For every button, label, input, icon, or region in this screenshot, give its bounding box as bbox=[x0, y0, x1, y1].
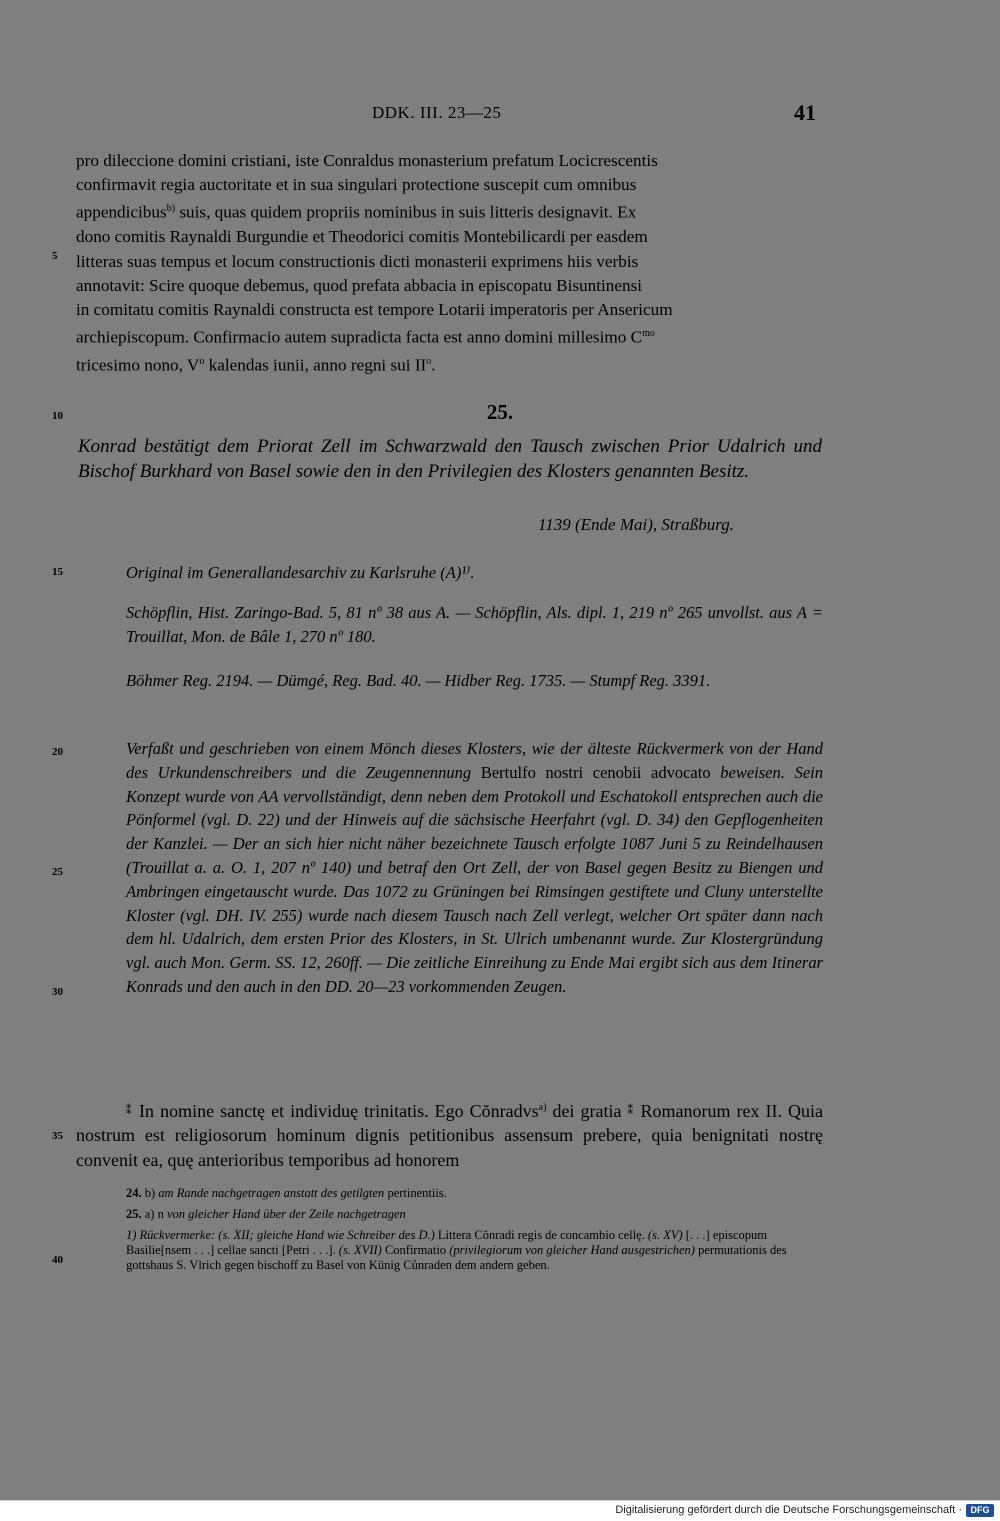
editions-note: Schöpflin, Hist. Zaringo-Bad. 5, 81 nº 38 aus A. — Schöpflin, Als. dipl. 1, 219 nº 265 unvollst. aus A = Trouillat, Mon. de Bâle 1, 270 nº 180. bbox=[126, 603, 823, 646]
line-number: 30 bbox=[52, 986, 63, 998]
line-number: 5 bbox=[52, 250, 58, 262]
footnote: 24. b) am Rande nachgetragen anstatt des getilgten pertinentiis. bbox=[126, 1186, 447, 1200]
line-number: 35 bbox=[52, 1130, 63, 1142]
dateline: 1139 (Ende Mai), Straßburg. bbox=[538, 515, 734, 534]
page-number: 41 bbox=[794, 100, 816, 125]
line-number: 40 bbox=[52, 1254, 63, 1266]
regest: Konrad bestätigt dem Priorat Zell im Schwarzwald den Tausch zwischen Prior Udalrich und Bischof Burkhard von Basel sowie den in den Privilegien des Klosters genannten Besitz. bbox=[78, 436, 822, 482]
viewer-footer bbox=[0, 1500, 1000, 1521]
running-head: DDK. III. 23—25 bbox=[372, 103, 502, 122]
footnote: 25. a) n von gleicher Hand über der Zeile nachgetragen bbox=[126, 1207, 406, 1221]
line-number: 25 bbox=[52, 866, 63, 878]
regesta-note: Böhmer Reg. 2194. — Dümgé, Reg. Bad. 40. — Hidber Reg. 1735. — Stumpf Reg. 3391. bbox=[126, 671, 711, 690]
invocation-sign: ⁑ bbox=[126, 1105, 134, 1117]
footnote: 1) Rückvermerke: (s. XII; gleiche Hand wie Schreiber des D.) Littera Cŏnradi regis de concambio cellę. (s. XV) [. . .] episcopum Basilie[nsem . . .] cellae sancti [Petri . . .]. (s. XVII) Confirmatio (privilegiorum von gleicher Hand ausgestrichen) permutationis des gottshaus S. Vlrich gegen bischoff zu Basel von Künig Cůnraden dem andern geben. bbox=[126, 1228, 787, 1272]
document-number: 25. bbox=[486, 400, 514, 424]
invocation-sign: ⁑ bbox=[627, 1105, 635, 1117]
line-number: 15 bbox=[52, 566, 63, 578]
text-line: dono comitis Raynaldi Burgundie et Theodorici comitis Montebilicardi per easdem bbox=[76, 227, 648, 247]
text-line: in comitatu comitis Raynaldi constructa est tempore Lotarii imperatoris per Ansericum bbox=[76, 299, 673, 319]
text-line: annotavit: Scire quoque debemus, quod prefata abbacia in episcopatu Bisuntinensi bbox=[76, 275, 643, 295]
text-line: archiepiscopum. Confirmacio autem supradicta facta est anno domini millesimo $C^{mo}$ bbox=[76, 327, 655, 347]
text-line: tricesimo nono, $V^o$ kalendas iunii, anno regni sui $II^o$. bbox=[76, 355, 436, 375]
text-line: litteras suas tempus et locum constructionis dicti monasterii exprimens hiis verbis bbox=[76, 251, 639, 271]
text-line: appendicibus$^{b)}$ suis, quas quidem propriis nominibus in suis litteris designavit. Ex bbox=[76, 203, 637, 223]
footnotes bbox=[126, 1186, 823, 1279]
line-number: 10 bbox=[52, 410, 63, 422]
dfg-logo-icon[interactable]: DFG bbox=[966, 1504, 994, 1517]
text-line: pro dileccione domini cristiani, iste Conraldus monasterium prefatum Locicrescentis bbox=[76, 151, 658, 170]
commentary: Verfaßt und geschrieben von einem Mönch dieses Klosters, wie der älteste Rückvermerk von der Hand des Urkundenschreibers und die Zeugennennung Bertulfo nostri cenobii advocato beweisen. Sein Konzept wurde von AA vervollständigt, denn neben dem Protokoll und Eschatokoll entsprechen auch die Pönformel (vgl. D. 22) und der Hinweis auf die sächsische Heerfahrt (vgl. D. 34) den Gepflogenheiten der Kanzlei. — Der an sich hier nicht näher bezeichnete Tausch erfolgte 1087 Juni 5 zu Reindelhausen (Trouillat a. a. O. 1, 207 nº 140) und betraf den Ort Zell, der von Basel gegen Besitz zu Biengen und Ambringen eingetauscht wurde. Das 1072 zu Grüningen bei Rimsingen gestiftete und Cluny unterstellte Kloster (vgl. DH. IV. 255) wurde nach diesem Tausch nach Zell verlegt, welcher Ort später dann nach dem hl. Udalrich, dem ersten Prior des Klosters, in St. Ulrich umbenannt wurde. Zur Klostergründung vgl. auch Mon. Germ. SS. 12, 260ff. — Die zeitliche Einreihung zu Ende Mai ergibt sich aus dem Itinerar Konrads und den auch in den DD. 20—23 vorkommenden Zeugen. bbox=[126, 739, 823, 996]
line-number: 20 bbox=[52, 746, 63, 758]
text-line: confirmavit regia auctoritate et in sua singulari protectione suscepit cum omnibus bbox=[76, 175, 637, 195]
tradition-note: Original im Generallandesarchiv zu Karlsruhe (A)¹⁾. bbox=[126, 563, 475, 582]
credit-link[interactable]: Digitalisierung gefördert durch die Deutsche Forschungsgemeinschaft · bbox=[615, 1504, 962, 1516]
charter-text: ⁑ In nomine sanctę et individuę trinitatis. Ego Cŏnradvs$^{a)}$ dei gratia ⁑ Romanorum rex II. Quia nostrum est religiosorum hominum dignis petitionibus assensum prebere, quia benignitati nostrę convenit ea, quę anterioribus temporibus ad honorem bbox=[76, 1101, 824, 1170]
intro-text bbox=[76, 149, 823, 378]
